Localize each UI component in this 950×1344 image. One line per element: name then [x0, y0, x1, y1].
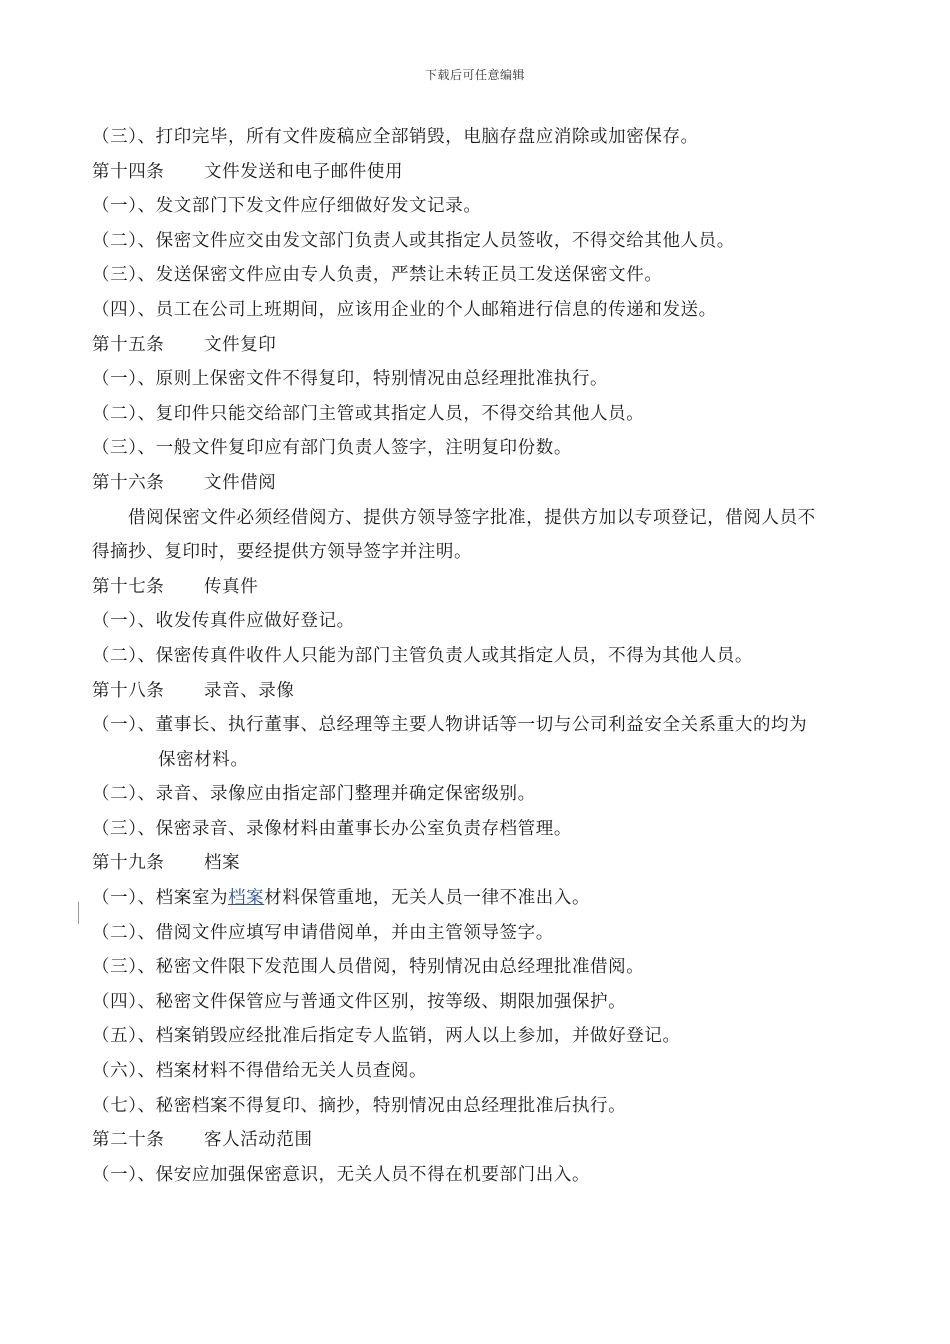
article-heading-16 [92, 466, 872, 501]
article-number: 第十四条 [92, 161, 165, 182]
clause-line: （二）、录音、录像应由指定部门整理并确定保密级别。 [92, 784, 536, 805]
paragraph-line: 借阅保密文件必须经借阅方、提供方领导签字批准，提供方加以专项登记，借阅人员不 [128, 507, 816, 528]
clause-line: （三）、保密录音、录像材料由董事长办公室负责存档管理。 [92, 818, 572, 839]
article-heading-18 [92, 674, 872, 709]
clause-line: （一）、收发传真件应做好登记。 [92, 611, 355, 632]
clause-line: （二）、借阅文件应填写申请借阅单，并由主管领导签字。 [92, 922, 554, 943]
clause-line: （四）、员工在公司上班期间，应该用企业的个人邮箱进行信息的传递和发送。 [92, 299, 717, 320]
clause-line: （一）、发文部门下发文件应仔细做好发文记录。 [92, 196, 482, 217]
article-heading-20 [92, 1123, 872, 1158]
revision-mark [78, 902, 79, 924]
clause-line: （三）、秘密文件限下发范围人员借阅，特别情况由总经理批准借阅。 [92, 957, 645, 978]
clause-line: （六）、档案材料不得借给无关人员查阅。 [92, 1061, 428, 1082]
article-number: 第十七条 [92, 576, 165, 597]
article-title: 录音、录像 [204, 680, 295, 701]
clause-line: （二）、保密文件应交由发文部门负责人或其指定人员签收，不得交给其他人员。 [92, 230, 735, 251]
document-body [92, 120, 872, 1192]
archive-link[interactable]: 档案 [228, 888, 265, 909]
clause-line [92, 881, 872, 916]
article-number: 第十六条 [92, 472, 165, 493]
clause-line: （五）、档案销毁应经批准后指定专人监销，两人以上参加，并做好登记。 [92, 1026, 681, 1047]
clause-line: （一）、董事长、执行董事、总经理等主要人物讲话等一切与公司利益安全关系重大的均为 [92, 715, 808, 736]
clause-line: （一）、保安应加强保密意识，无关人员不得在机要部门出入。 [92, 1164, 591, 1185]
article-heading-14 [92, 155, 872, 190]
article-number: 第十八条 [92, 680, 165, 701]
clause-line: （三）、一般文件复印应有部门负责人签字，注明复印份数。 [92, 438, 572, 459]
clause-line: （二）、复印件只能交给部门主管或其指定人员，不得交给其他人员。 [92, 403, 645, 424]
article-title: 文件借阅 [204, 472, 277, 493]
article-number: 第十九条 [92, 853, 165, 874]
clause-text: 材料保管重地，无关人员一律不准出入。 [264, 888, 591, 909]
clause-line: （二）、保密传真件收件人只能为部门主管负责人或其指定人员，不得为其他人员。 [92, 645, 753, 666]
article-title: 档案 [204, 853, 241, 874]
article-heading-15 [92, 328, 872, 363]
clause-line: （三）、打印完毕，所有文件废稿应全部销毁，电脑存盘应消除或加密保存。 [92, 127, 699, 147]
article-title: 文件复印 [204, 334, 277, 355]
clause-line: （四）、秘密文件保管应与普通文件区别，按等级、期限加强保护。 [92, 991, 627, 1012]
article-title: 文件发送和电子邮件使用 [204, 161, 404, 182]
article-title: 客人活动范围 [204, 1130, 313, 1151]
clause-continuation: 保密材料。 [158, 749, 249, 770]
page-header: 下载后可任意编辑 [424, 68, 525, 82]
article-number: 第十五条 [92, 334, 165, 355]
article-heading-19 [92, 846, 872, 881]
clause-text: （一）、档案室为 [92, 888, 229, 909]
article-number: 第二十条 [92, 1130, 165, 1151]
article-title: 传真件 [204, 576, 259, 597]
clause-line: （三）、发送保密文件应由专人负责，严禁让未转正员工发送保密文件。 [92, 265, 663, 286]
clause-line: （七）、秘密档案不得复印、摘抄，特别情况由总经理批准后执行。 [92, 1095, 627, 1116]
clause-line: （一）、原则上保密文件不得复印，特别情况由总经理批准执行。 [92, 369, 609, 390]
paragraph-line: 得摘抄、复印时，要经提供方领导签字并注明。 [92, 542, 473, 563]
article-heading-17 [92, 570, 872, 605]
